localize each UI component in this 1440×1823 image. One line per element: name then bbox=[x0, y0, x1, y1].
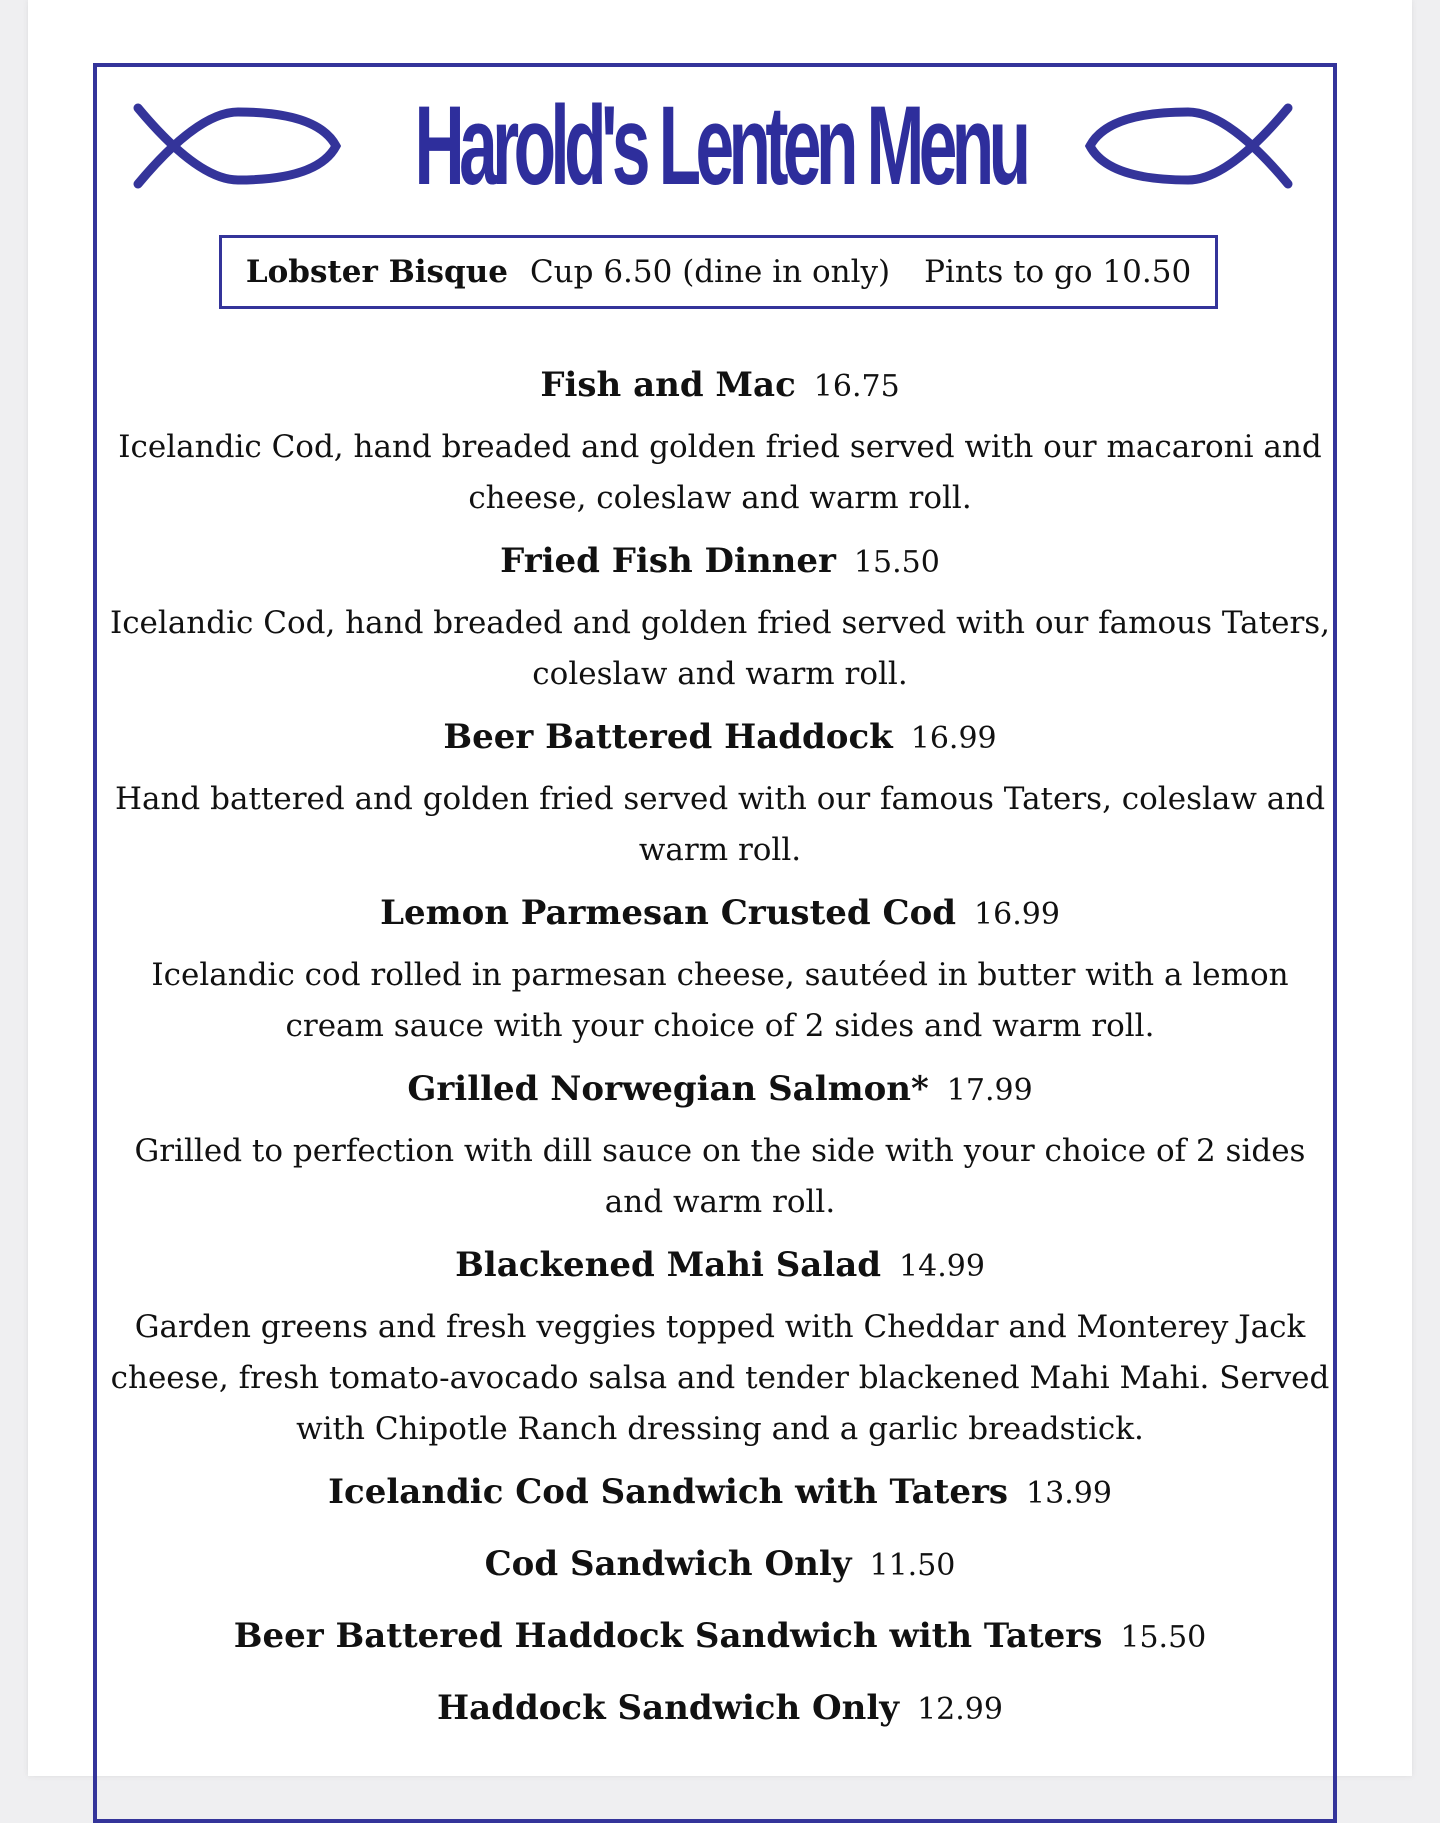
item-name: Fish and Mac bbox=[540, 365, 796, 405]
item-description: Garden greens and fresh veggies topped with Cheddar and Monterey Jack cheese, fresh tomato-avocado salsa and tender blackened Mahi Mahi. Served with Chipotle Ranch dressing and a garlic breadstick. bbox=[110, 1309, 1330, 1447]
item-description: Hand battered and golden fried served with our famous Taters, coleslaw and warm roll. bbox=[114, 781, 1326, 868]
menu-item-title bbox=[100, 1539, 1340, 1591]
item-description: Icelandic cod rolled in parmesan cheese, sautéed in butter with a lemon cream sauce with your choice of 2 sides and warm roll. bbox=[151, 957, 1289, 1044]
item-price: 16.75 bbox=[813, 369, 900, 404]
bisque-box bbox=[219, 235, 1218, 309]
menu-item-title bbox=[100, 888, 1340, 940]
item-description: Icelandic Cod, hand breaded and golden fried served with our macaroni and cheese, coleslaw and warm roll. bbox=[118, 429, 1322, 516]
item-name: Icelandic Cod Sandwich with Taters bbox=[328, 1472, 1009, 1512]
item-description: Grilled to perfection with dill sauce on the side with your choice of 2 sides and warm roll. bbox=[134, 1133, 1306, 1220]
item-price: 16.99 bbox=[974, 897, 1060, 932]
menu-item-title bbox=[100, 1240, 1340, 1292]
menu-item-title bbox=[100, 1064, 1340, 1116]
menu-item-title bbox=[100, 712, 1340, 764]
item-name: Fried Fish Dinner bbox=[500, 541, 836, 581]
menu-item-title bbox=[100, 1467, 1340, 1519]
bisque-name: Lobster Bisque bbox=[245, 254, 508, 290]
item-price: 11.50 bbox=[869, 1548, 956, 1583]
item-price: 12.99 bbox=[917, 1692, 1003, 1727]
menu-list bbox=[100, 360, 1340, 1735]
item-name: Blackened Mahi Salad bbox=[455, 1245, 882, 1285]
page-title: Harold's Lenten Menu bbox=[414, 83, 1026, 208]
item-price: 16.99 bbox=[910, 721, 997, 756]
item-price: 14.99 bbox=[899, 1249, 985, 1284]
item-name: Haddock Sandwich Only bbox=[437, 1688, 900, 1728]
menu-item-title bbox=[100, 1683, 1340, 1735]
bisque-cup: Cup 6.50 (dine in only) bbox=[529, 254, 891, 290]
item-name: Grilled Norwegian Salmon* bbox=[407, 1069, 929, 1109]
bisque-pints: Pints to go 10.50 bbox=[924, 254, 1192, 290]
item-name: Beer Battered Haddock Sandwich with Taters bbox=[233, 1616, 1103, 1656]
item-description: Icelandic Cod, hand breaded and golden fried served with our famous Taters, coleslaw and warm roll. bbox=[109, 605, 1331, 692]
item-price: 13.99 bbox=[1026, 1476, 1112, 1511]
item-name: Cod Sandwich Only bbox=[484, 1544, 852, 1584]
menu-item-title bbox=[100, 1611, 1340, 1663]
item-price: 17.99 bbox=[946, 1073, 1033, 1108]
menu-item-title bbox=[100, 360, 1340, 412]
menu-item-title bbox=[100, 536, 1340, 588]
item-name: Lemon Parmesan Crusted Cod bbox=[380, 893, 957, 933]
item-price: 15.50 bbox=[853, 545, 940, 580]
item-price: 15.50 bbox=[1120, 1620, 1207, 1655]
item-name: Beer Battered Haddock bbox=[443, 717, 893, 757]
